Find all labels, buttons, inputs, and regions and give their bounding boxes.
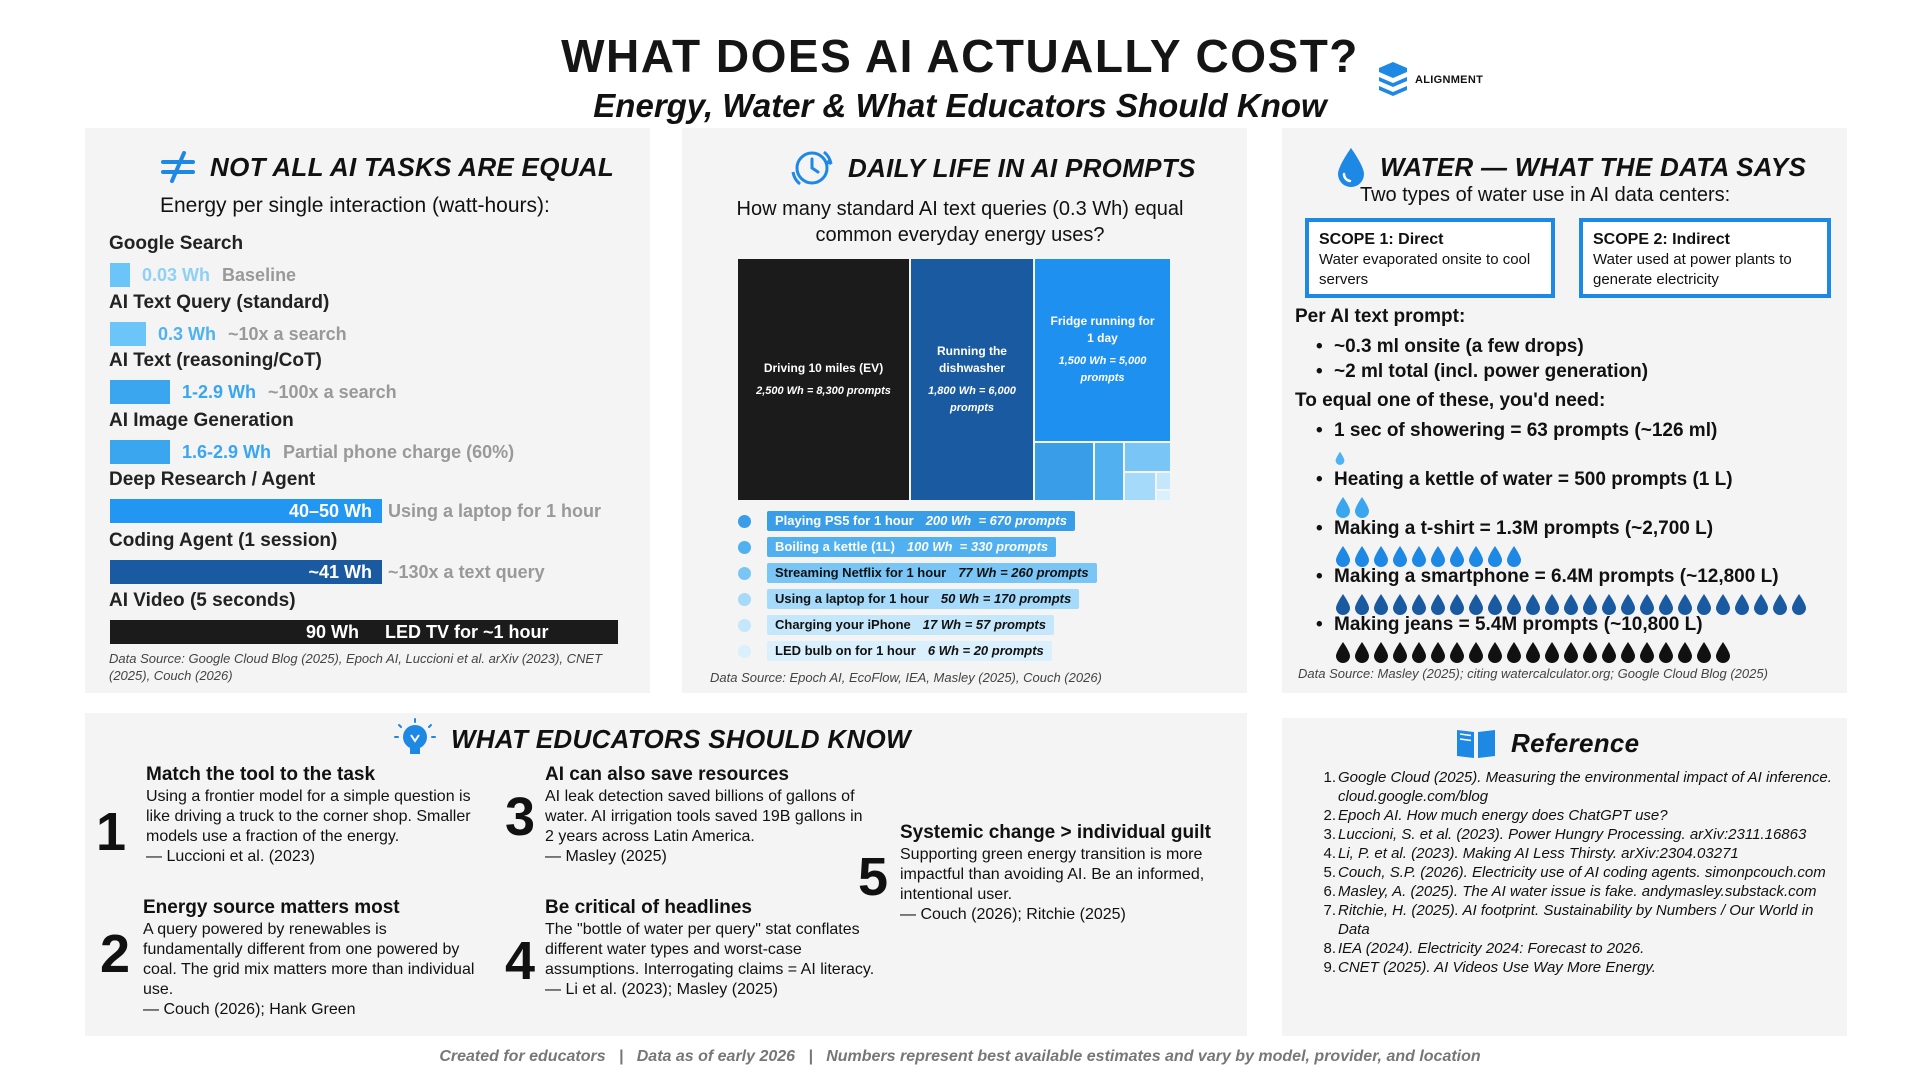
header bbox=[0, 28, 1920, 126]
energy-bar bbox=[110, 380, 170, 404]
task-name: Deep Research / Agent bbox=[109, 469, 316, 490]
water-drop-icon bbox=[1335, 447, 1345, 469]
task-name: Google Search bbox=[109, 233, 244, 254]
scope2-title: SCOPE 2: Indirect bbox=[1593, 231, 1730, 248]
tip-cite: — Couch (2026); Ritchie (2025) bbox=[900, 906, 1126, 923]
water-drop-icon bbox=[1677, 641, 1693, 663]
panel-water-subtitle: Two types of water use in AI data centers: bbox=[1360, 184, 1731, 206]
water-drop-icon bbox=[1639, 593, 1655, 615]
tip-number: 4 bbox=[505, 931, 536, 991]
treemap-cell bbox=[1035, 259, 1170, 441]
logo bbox=[1377, 60, 1483, 100]
treemap-detail: 1,800 Wh = 6,000 prompts bbox=[928, 384, 1016, 414]
water-drop-icon bbox=[1658, 593, 1674, 615]
water-drop-icon bbox=[1601, 593, 1617, 615]
energy-bar bbox=[110, 560, 382, 584]
water-drop-icon bbox=[1354, 641, 1370, 663]
treemap-cell-ps5 bbox=[1035, 443, 1093, 500]
water-drop-icon bbox=[1335, 641, 1351, 663]
task-value: 0.03 Wh bbox=[142, 264, 211, 285]
treemap-cell bbox=[911, 259, 1033, 500]
treemap-cell-led bbox=[1157, 491, 1170, 500]
water-drop-icon bbox=[1544, 593, 1560, 615]
water-drop-icon bbox=[1696, 641, 1712, 663]
task-bar-row bbox=[110, 560, 545, 584]
lightbulb-icon bbox=[393, 717, 437, 761]
legend-dot bbox=[738, 619, 751, 632]
not-equal-icon bbox=[160, 150, 196, 184]
treemap-cell-netflix bbox=[1125, 443, 1170, 471]
task-bar-row bbox=[110, 380, 397, 404]
task-note: ~100x a search bbox=[268, 381, 397, 402]
water-drop-icon bbox=[1487, 593, 1503, 615]
reference-item: 8. IEA (2024). Electricity 2024: Forecast to 2026. bbox=[1323, 940, 1645, 957]
legend-item bbox=[738, 615, 1054, 635]
water-drop-icon bbox=[1620, 641, 1636, 663]
reference-text: IEA (2024). Electricity 2024: Forecast to 2026. bbox=[1338, 940, 1645, 957]
tip-heading: Be critical of headlines bbox=[545, 897, 752, 918]
water-equivalent-text: Making jeans = 5.4M prompts (~10,800 L) bbox=[1334, 614, 1703, 635]
water-equivalent-text: 1 sec of showering = 63 prompts (~126 ml) bbox=[1334, 420, 1718, 441]
drop-row bbox=[1335, 496, 1370, 518]
task-bar-row bbox=[110, 322, 347, 346]
energy-bar bbox=[110, 620, 618, 644]
scope2-box bbox=[1579, 218, 1831, 298]
tip-cite: — Couch (2026); Hank Green bbox=[143, 1001, 356, 1018]
reference-text: CNET (2025). AI Videos Use Way More Energy. bbox=[1338, 959, 1656, 976]
legend-pill bbox=[767, 537, 1056, 557]
tip-heading: Systemic change > individual guilt bbox=[900, 822, 1211, 843]
water-drop-icon bbox=[1411, 593, 1427, 615]
tip-cite: — Luccioni et al. (2023) bbox=[146, 848, 315, 865]
water-drop-icon bbox=[1791, 593, 1807, 615]
water-drop-icon bbox=[1715, 641, 1731, 663]
reference-text: Masley, A. (2025). The AI water issue is fake. andymasley.substack.com bbox=[1338, 883, 1817, 900]
treemap-label: Driving 10 miles (EV) bbox=[763, 360, 884, 375]
task-name: AI Video (5 seconds) bbox=[109, 590, 296, 611]
reference-text: Google Cloud (2025). Measuring the environmental impact of AI inference. cloud.google.com/blog bbox=[1338, 769, 1832, 805]
task-note: LED TV for ~1 hour bbox=[385, 621, 549, 642]
water-drop-icon bbox=[1582, 593, 1598, 615]
tip-heading: AI can also save resources bbox=[545, 764, 789, 785]
legend-detail: 50 Wh = 170 prompts bbox=[940, 591, 1072, 606]
reference-text: Luccioni, S. et al. (2023). Power Hungry Processing. arXiv:2311.16863 bbox=[1338, 826, 1807, 843]
task-note: Baseline bbox=[222, 264, 297, 285]
task-value: 1-2.9 Wh bbox=[182, 381, 257, 402]
task-value: 90 Wh bbox=[306, 621, 360, 642]
water-drop-icon bbox=[1620, 593, 1636, 615]
water-drop-icon bbox=[1601, 641, 1617, 663]
tip-body: The "bottle of water per query" stat conflates different water types and worst-case assumptions. Interrogating claims = AI literacy. bbox=[545, 921, 875, 978]
water-drop-icon bbox=[1525, 641, 1541, 663]
scope2-text: Water used at power plants to generate electricity bbox=[1593, 251, 1792, 288]
task-name: Coding Agent (1 session) bbox=[109, 530, 338, 551]
legend-pill bbox=[767, 511, 1075, 531]
task-value: 0.3 Wh bbox=[158, 323, 217, 344]
water-drop-icon bbox=[1772, 593, 1788, 615]
task-note: Using a laptop for 1 hour bbox=[388, 500, 602, 521]
water-drop-icon bbox=[1373, 545, 1389, 567]
panel-tasks-title: NOT ALL AI TASKS ARE EQUAL bbox=[160, 150, 614, 184]
reference-text: Li, P. et al. (2023). Making AI Less Thirsty. arXiv:2304.03271 bbox=[1338, 845, 1739, 862]
water-drop-icon bbox=[1449, 641, 1465, 663]
water-drop-icon bbox=[1487, 545, 1503, 567]
water-drop-icon bbox=[1430, 545, 1446, 567]
water-drop-icon bbox=[1392, 593, 1408, 615]
legend-dot bbox=[738, 541, 751, 554]
logo-text: ALIGNMENT bbox=[1415, 74, 1484, 86]
legend-label: Streaming Netflix for 1 hour bbox=[775, 565, 947, 580]
reference-item: 2. Epoch AI. How much energy does ChatGPT use? bbox=[1323, 807, 1668, 824]
tip-heading: Energy source matters most bbox=[143, 897, 400, 918]
legend-pill bbox=[767, 563, 1097, 583]
legend-dot bbox=[738, 515, 751, 528]
reference-item: 9. CNET (2025). AI Videos Use Way More Energy. bbox=[1323, 959, 1656, 976]
legend-dot bbox=[738, 567, 751, 580]
water-drop-icon bbox=[1468, 641, 1484, 663]
water-drop-icon bbox=[1582, 641, 1598, 663]
water-drop-icon bbox=[1411, 545, 1427, 567]
panel-educators-title: WHAT EDUCATORS SHOULD KNOW bbox=[393, 717, 911, 761]
treemap-cell-iphone bbox=[1157, 473, 1170, 489]
legend-item bbox=[738, 589, 1079, 609]
water-drop-icon bbox=[1354, 496, 1370, 518]
task-name: AI Image Generation bbox=[109, 410, 294, 431]
water-equivalent-text: Making a t-shirt = 1.3M prompts (~2,700 L) bbox=[1334, 518, 1714, 539]
reference-text: Couch, S.P. (2026). Electricity use of AI coding agents. simonpcouch.com bbox=[1338, 864, 1826, 881]
per-prompt-item: • ~2 ml total (incl. power generation) bbox=[1316, 361, 1649, 382]
tip-block bbox=[146, 765, 476, 867]
legend-item bbox=[738, 641, 1052, 661]
legend-detail: 100 Wh = 330 prompts bbox=[906, 539, 1049, 554]
panel-water-source: Data Source: Masley (2025); citing watercalculator.org; Google Cloud Blog (2025) bbox=[1298, 666, 1768, 681]
page-subtitle: Energy, Water & What Educators Should Know bbox=[593, 87, 1327, 124]
task-name: AI Text Query (standard) bbox=[109, 292, 330, 313]
water-drop-icon bbox=[1734, 593, 1750, 615]
water-drop-icon bbox=[1753, 593, 1769, 615]
per-prompt-item: • ~0.3 ml onsite (a few drops) bbox=[1316, 336, 1584, 357]
water-drop-icon bbox=[1392, 545, 1408, 567]
legend-dot bbox=[738, 645, 751, 658]
panel-tasks-source: Data Source: Google Cloud Blog (2025), Epoch AI, Luccioni et al. arXiv (2023), CNET (2025), Couch (2026) bbox=[109, 651, 603, 683]
stack-logo-icon bbox=[1377, 60, 1409, 100]
per-prompt-heading: Per AI text prompt: bbox=[1295, 306, 1466, 327]
treemap-cell bbox=[738, 259, 909, 500]
scope1-text: Water evaporated onsite to cool servers bbox=[1319, 251, 1531, 288]
water-drop-icon bbox=[1354, 593, 1370, 615]
water-drop-icon bbox=[1563, 593, 1579, 615]
reference-item: 3. Luccioni, S. et al. (2023). Power Hungry Processing. arXiv:2311.16863 bbox=[1323, 826, 1807, 843]
drop-row bbox=[1335, 447, 1345, 469]
water-equivalent: • Making jeans = 5.4M prompts (~10,800 L) bbox=[1316, 614, 1703, 635]
water-drop-icon bbox=[1506, 545, 1522, 567]
legend-pill bbox=[767, 641, 1052, 661]
task-bar-row bbox=[110, 499, 601, 523]
tip-block bbox=[900, 823, 1240, 925]
legend-label: Using a laptop for 1 hour bbox=[775, 591, 929, 606]
reference-item: 4. Li, P. et al. (2023). Making AI Less Thirsty. arXiv:2304.03271 bbox=[1323, 845, 1739, 862]
reference-item: 5. Couch, S.P. (2026). Electricity use of AI coding agents. simonpcouch.com bbox=[1323, 864, 1826, 881]
legend-pill bbox=[767, 615, 1054, 635]
water-drop-icon bbox=[1430, 593, 1446, 615]
treemap-cell-kettle bbox=[1095, 443, 1123, 500]
panel-daily-question: How many standard AI text queries (0.3 Wh) equal common everyday energy uses? bbox=[736, 198, 1184, 246]
footer: Created for educators | Data as of early 2026 | Numbers represent best available estimates and vary by model, provider, and location bbox=[439, 1048, 1481, 1065]
scope1-title: SCOPE 1: Direct bbox=[1319, 231, 1444, 248]
legend-item bbox=[738, 537, 1056, 557]
scope1-box bbox=[1305, 218, 1555, 298]
treemap-label: Running the dishwasher bbox=[937, 343, 1007, 375]
task-note: ~130x a text query bbox=[388, 561, 545, 582]
water-equivalent-text: Heating a kettle of water = 500 prompts (1 L) bbox=[1334, 469, 1733, 490]
legend-label: Playing PS5 for 1 hour bbox=[775, 513, 914, 528]
tip-cite: — Masley (2025) bbox=[545, 848, 667, 865]
tip-number: 2 bbox=[100, 924, 131, 984]
tip-number: 3 bbox=[505, 787, 536, 847]
water-drop-icon bbox=[1411, 641, 1427, 663]
tip-number: 5 bbox=[858, 847, 889, 907]
energy-bar bbox=[110, 499, 382, 523]
water-equivalent: • Making a t-shirt = 1.3M prompts (~2,700 L) bbox=[1316, 518, 1714, 539]
energy-bar bbox=[110, 440, 170, 464]
task-value: 1.6-2.9 Wh bbox=[182, 441, 272, 462]
task-bar-row bbox=[110, 440, 514, 464]
treemap-detail: 2,500 Wh = 8,300 prompts bbox=[756, 384, 891, 397]
water-drop-icon bbox=[1677, 593, 1693, 615]
water-drop-icon bbox=[1335, 593, 1351, 615]
water-drop-icon bbox=[1696, 593, 1712, 615]
treemap-detail: 1,500 Wh = 5,000 prompts bbox=[1058, 355, 1147, 384]
water-drop-icon bbox=[1715, 593, 1731, 615]
tip-cite: — Li et al. (2023); Masley (2025) bbox=[545, 981, 778, 998]
energy-bar bbox=[110, 263, 130, 287]
drop-row bbox=[1335, 545, 1522, 567]
reference-list bbox=[1318, 768, 1838, 977]
water-equivalent: • 1 sec of showering = 63 prompts (~126 ml) bbox=[1316, 420, 1718, 441]
tip-body: AI leak detection saved billions of gallons of water. AI irrigation tools saved 19B gallons in 2 years across Latin America. bbox=[545, 788, 863, 845]
tip-block bbox=[545, 898, 875, 1000]
water-drop-icon bbox=[1373, 641, 1389, 663]
treemap-small-group bbox=[1035, 443, 1170, 500]
water-drop-icon bbox=[1336, 146, 1366, 188]
water-equivalent-text: Making a smartphone = 6.4M prompts (~12,800 L) bbox=[1334, 566, 1779, 587]
legend-pill bbox=[767, 589, 1079, 609]
water-drop-icon bbox=[1335, 496, 1351, 518]
task-value: 40–50 Wh bbox=[288, 500, 372, 521]
panel-daily-title: DAILY LIFE IN AI PROMPTS bbox=[790, 146, 1196, 190]
treemap-label: Fridge running for 1 day bbox=[1050, 314, 1155, 345]
treemap-cell-laptop bbox=[1125, 473, 1155, 500]
legend-detail: 6 Wh = 20 prompts bbox=[927, 643, 1044, 658]
page-title: WHAT DOES AI ACTUALLY COST? bbox=[561, 30, 1359, 82]
task-value: ~41 Wh bbox=[308, 561, 372, 582]
energy-bar bbox=[110, 322, 146, 346]
legend-item bbox=[738, 511, 1075, 531]
legend-dot bbox=[738, 593, 751, 606]
water-drop-icon bbox=[1373, 593, 1389, 615]
legend-item bbox=[738, 563, 1097, 583]
water-drop-icon bbox=[1639, 641, 1655, 663]
tip-block bbox=[545, 765, 875, 867]
book-icon bbox=[1455, 726, 1497, 760]
legend-label: LED bulb on for 1 hour bbox=[775, 643, 916, 658]
reference-item: 7. Ritchie, H. (2025). AI footprint. Sustainability by Numbers / Our World in Data bbox=[1318, 901, 1838, 939]
water-equivalent: • Making a smartphone = 6.4M prompts (~12,800 L) bbox=[1316, 566, 1779, 587]
water-drop-icon bbox=[1449, 593, 1465, 615]
water-drop-icon bbox=[1525, 593, 1541, 615]
water-drop-icon bbox=[1506, 593, 1522, 615]
legend-detail: 200 Wh = 670 prompts bbox=[925, 513, 1067, 528]
water-drop-icon bbox=[1506, 641, 1522, 663]
water-drop-icon bbox=[1468, 545, 1484, 567]
panel-tasks-subtitle: Energy per single interaction (watt-hours): bbox=[160, 194, 550, 217]
tip-heading: Match the tool to the task bbox=[146, 764, 376, 785]
water-drop-icon bbox=[1544, 641, 1560, 663]
legend-label: Charging your iPhone bbox=[775, 617, 911, 632]
water-drop-icon bbox=[1335, 545, 1351, 567]
reference-text: Ritchie, H. (2025). AI footprint. Sustainability by Numbers / Our World in Data bbox=[1338, 902, 1814, 938]
water-equivalent: • Heating a kettle of water = 500 prompts (1 L) bbox=[1316, 469, 1733, 490]
tip-number: 1 bbox=[96, 802, 127, 862]
reference-item: 1. Google Cloud (2025). Measuring the environmental impact of AI inference. cloud.google.com/blog bbox=[1318, 768, 1838, 806]
water-drop-icon bbox=[1449, 545, 1465, 567]
water-drop-icon bbox=[1563, 641, 1579, 663]
water-drop-icon bbox=[1430, 641, 1446, 663]
task-note: Partial phone charge (60%) bbox=[283, 441, 515, 462]
drop-row bbox=[1335, 641, 1731, 663]
task-note: ~10x a search bbox=[228, 323, 347, 344]
tip-body: Supporting green energy transition is more impactful than avoiding AI. Be an informed, intentional user. bbox=[900, 846, 1205, 903]
water-drop-icon bbox=[1658, 641, 1674, 663]
task-name: AI Text (reasoning/CoT) bbox=[109, 350, 322, 371]
water-drop-icon bbox=[1487, 641, 1503, 663]
tip-body: Using a frontier model for a simple question is like driving a truck to the corner shop. Smaller models use a fraction of the energy. bbox=[146, 788, 471, 845]
task-bar-row bbox=[110, 620, 618, 644]
clock-refresh-icon bbox=[790, 146, 834, 190]
legend-detail: 17 Wh = 57 prompts bbox=[922, 617, 1046, 632]
water-drop-icon bbox=[1392, 641, 1408, 663]
tip-block bbox=[143, 898, 478, 1020]
water-drop-icon bbox=[1354, 545, 1370, 567]
panel-daily-source: Data Source: Epoch AI, EcoFlow, IEA, Masley (2025), Couch (2026) bbox=[710, 670, 1102, 685]
panel-reference-title: Reference bbox=[1455, 726, 1639, 760]
panel-water-title: WATER — WHAT THE DATA SAYS bbox=[1336, 146, 1806, 188]
equal-heading: To equal one of these, you'd need: bbox=[1295, 390, 1606, 411]
legend-detail: 77 Wh = 260 prompts bbox=[958, 565, 1089, 580]
drop-row bbox=[1335, 593, 1807, 615]
water-drop-icon bbox=[1468, 593, 1484, 615]
legend-label: Boiling a kettle (1L) bbox=[775, 539, 895, 554]
reference-item: 6. Masley, A. (2025). The AI water issue is fake. andymasley.substack.com bbox=[1323, 883, 1817, 900]
task-bar-row bbox=[110, 263, 296, 287]
reference-text: Epoch AI. How much energy does ChatGPT use? bbox=[1338, 807, 1668, 824]
tip-body: A query powered by renewables is fundamentally different from one powered by coal. The grid mix matters more than individual use. bbox=[143, 921, 475, 998]
